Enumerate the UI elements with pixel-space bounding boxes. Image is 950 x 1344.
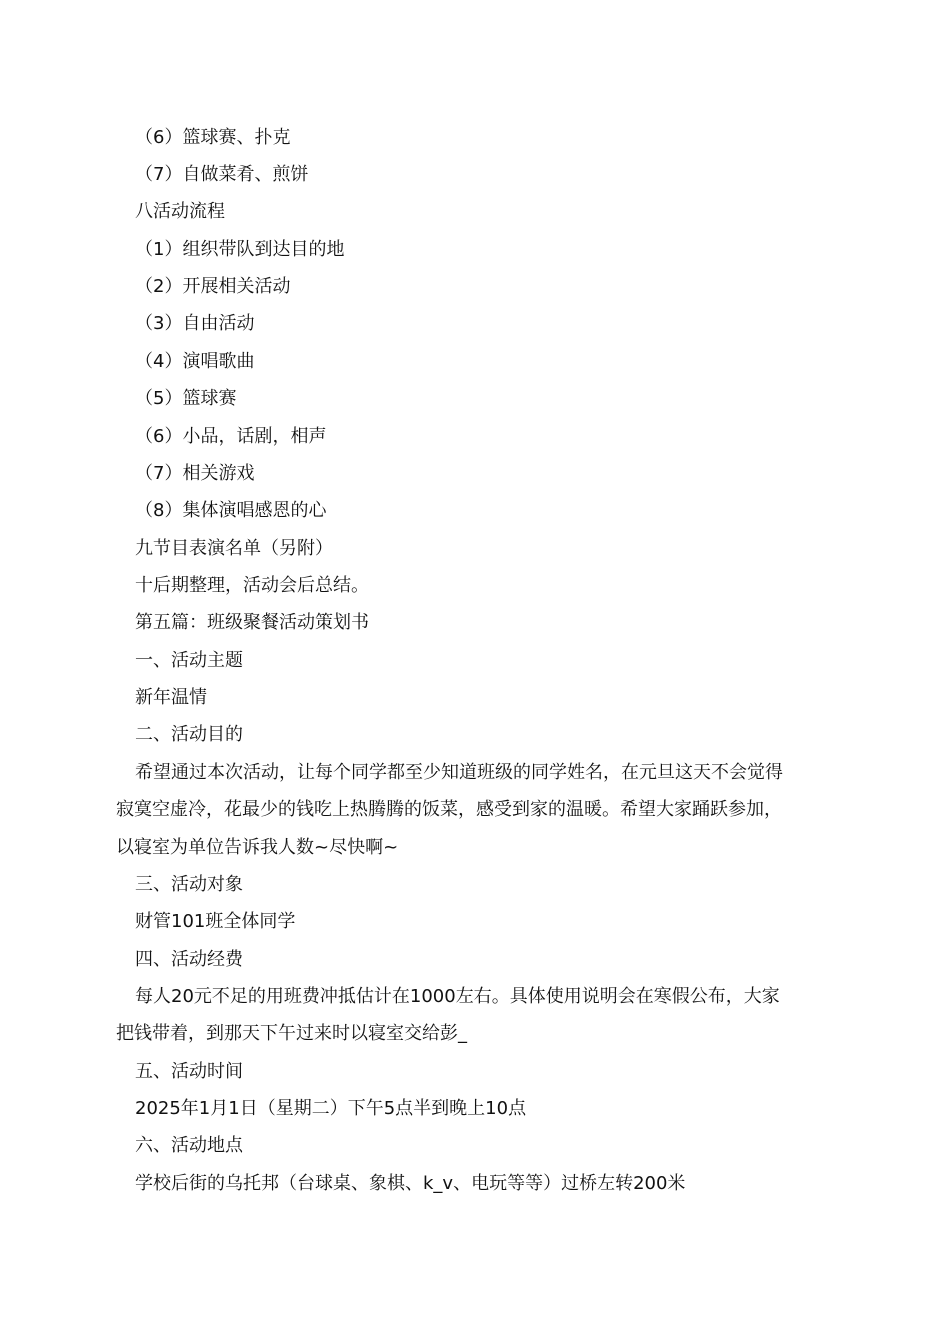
section-heading: 五、活动时间 (135, 1061, 243, 1082)
section-heading: 八活动流程 (135, 201, 225, 222)
section-heading: 二、活动目的 (135, 724, 243, 745)
text-line: （1）组织带队到达目的地 (135, 239, 345, 260)
text-line: （7）自做菜肴、煎饼 (135, 164, 309, 185)
paragraph-line: 每人20元不足的用班费冲抵估计在1000左右。具体使用说明会在寒假公布，大家 (135, 986, 780, 1007)
section-heading: 四、活动经费 (135, 949, 243, 970)
section-heading: 三、活动对象 (135, 874, 243, 895)
text-line: （5）篮球赛 (135, 388, 237, 409)
paragraph-line: 以寝室为单位告诉我人数~尽快啊~ (116, 837, 399, 858)
section-heading: 一、活动主题 (135, 650, 243, 671)
text-line: （6）篮球赛、扑克 (135, 127, 291, 148)
paragraph-line: 寂寞空虚冷，花最少的钱吃上热腾腾的饭菜，感受到家的温暖。希望大家踊跃参加， (116, 799, 782, 820)
text-line: 学校后街的乌托邦（台球桌、象棋、k_v、电玩等等）过桥左转200米 (135, 1173, 686, 1194)
text-line: （6）小品，话剧，相声 (135, 426, 327, 447)
text-line: （3）自由活动 (135, 313, 255, 334)
text-line: 新年温情 (135, 687, 207, 708)
paragraph-line: 希望通过本次活动，让每个同学都至少知道班级的同学姓名，在元旦这天不会觉得 (135, 762, 783, 783)
paragraph-line: 把钱带着，到那天下午过来时以寝室交给彭_ (116, 1023, 467, 1044)
text-line: （2）开展相关活动 (135, 276, 291, 297)
text-line: 2025年1月1日（星期二）下午5点半到晚上10点 (135, 1098, 527, 1119)
section-heading: 十后期整理，活动会后总结。 (135, 575, 369, 596)
section-heading: 九节目表演名单（另附） (135, 538, 333, 559)
text-line: 财管101班全体同学 (135, 911, 296, 932)
text-line: （4）演唱歌曲 (135, 351, 255, 372)
section-heading: 六、活动地点 (135, 1135, 243, 1156)
text-line: （7）相关游戏 (135, 463, 255, 484)
text-line: （8）集体演唱感恩的心 (135, 500, 327, 521)
chapter-title: 第五篇：班级聚餐活动策划书 (135, 612, 369, 633)
